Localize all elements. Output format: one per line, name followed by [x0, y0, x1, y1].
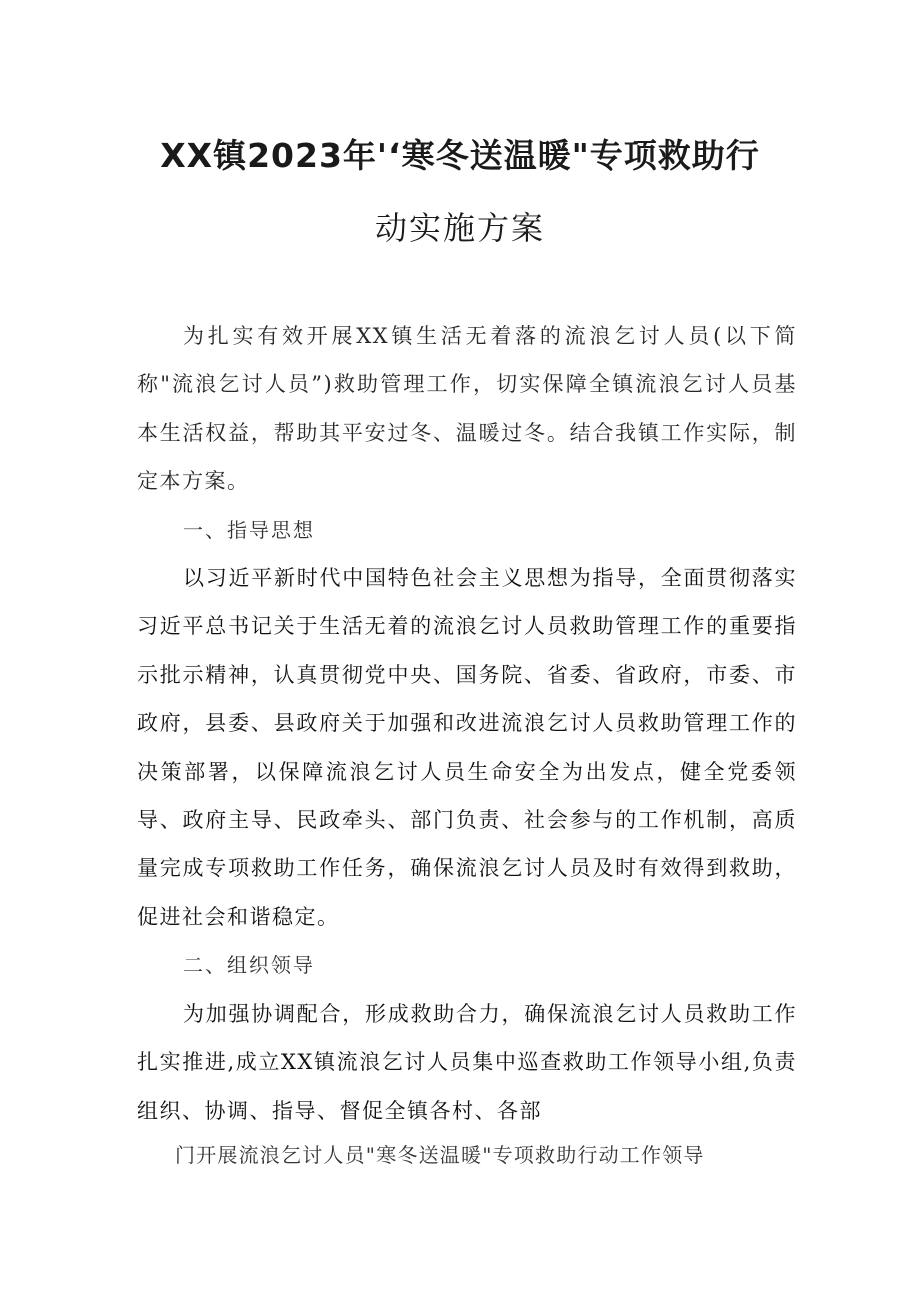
- continuation-line: 门开展流浪乞讨人员"寒冬送温暖"专项救助行动工作领导: [175, 1143, 705, 1167]
- organization-paragraph: 为加强协调配合，形成救助合力，确保流浪乞讨人员救助工作扎实推进,成立XX镇流浪乞讨人员集中巡查救助工作领导小组,负责组织、协调、指导、督促全镇各村、各部: [137, 1001, 797, 1123]
- guiding-ideology-paragraph: 以习近平新时代中国特色社会主义思想为指导，全面贯彻落实习近平总书记关于生活无着的流浪乞讨人员救助管理工作的重要指示批示精神，认真贯彻党中央、国务院、省委、省政府，市委、市政府，县委、县政府关于加强和改进流浪乞讨人员救助管理工作的决策部署，以保障流浪乞讨人员生命安全为出发点，健全党委领导、政府主导、民政牵头、部门负责、社会参与的工作机制，高质量完成专项救助工作任务，确保流浪乞讨人员及时有效得到救助，促进社会和谐稳定。: [137, 566, 797, 929]
- document-title-line-1: XX镇2023年'‘寒冬送温暖"专项救助行: [160, 136, 760, 175]
- document-title-line-2: 动实施方案: [374, 209, 545, 247]
- section-heading-organization: 二、组织领导: [183, 953, 315, 978]
- document-body: [137, 312, 797, 1135]
- intro-paragraph: 为扎实有效开展XX镇生活无着落的流浪乞讨人员(以下简称"流浪乞讨人员”)救助管理工作，切实保障全镇流浪乞讨人员基本生活权益，帮助其平安过冬、温暖过冬。结合我镇工作实际，制定本方案。: [137, 324, 797, 494]
- section-heading-guiding-ideology: 一、指导思想: [183, 517, 315, 542]
